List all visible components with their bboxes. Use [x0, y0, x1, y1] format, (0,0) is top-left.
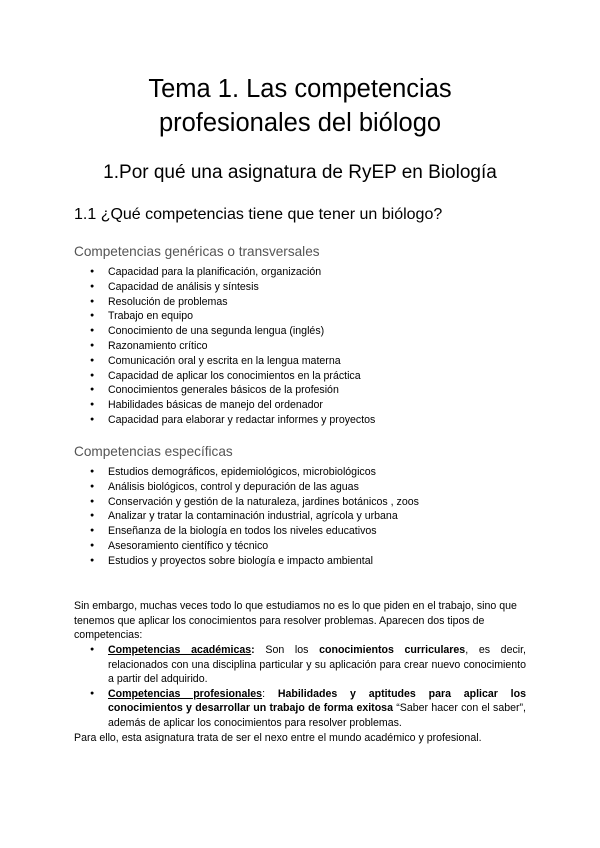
- professional-competencies-item: [90, 687, 526, 731]
- academic-competencies-item: [90, 643, 526, 687]
- subsection-heading: 1.1 ¿Qué competencias tiene que tener un biólogo?: [74, 206, 443, 223]
- list-item: ● Razonamiento crítico: [90, 339, 375, 354]
- competency-types-list: [90, 643, 526, 731]
- academic-term: Competencias académicas: [108, 644, 252, 656]
- list-item: ● Capacidad para la planificación, organización: [90, 265, 375, 280]
- section-heading: 1.Por qué una asignatura de RyEP en Biología: [103, 162, 497, 183]
- title-line-1: Tema 1. Las competencias: [148, 75, 452, 103]
- list-item: ● Capacidad de análisis y síntesis: [90, 280, 375, 295]
- specific-competencies-list: [90, 465, 419, 569]
- professional-sep: :: [262, 687, 278, 700]
- list-item: ● Análisis biológicos, control y depuración de las aguas: [90, 480, 419, 495]
- list-item: ● Estudios demográficos, epidemiológicos, microbiológicos: [90, 465, 419, 480]
- academic-text-b: , es decir, relacionados con una disciplina particular y su aplicación para crear nuevo conocimiento a partir del adquirido.: [108, 644, 526, 686]
- document-title: [0, 72, 600, 140]
- specific-competencies-heading: Competencias específicas: [74, 444, 233, 459]
- list-item: ● Resolución de problemas: [90, 295, 375, 310]
- closing-paragraph: Para ello, esta asignatura trata de ser el nexo entre el mundo académico y profesional.: [74, 732, 482, 744]
- academic-text-a: Son los: [254, 644, 320, 656]
- professional-bold: Habilidades y aptitudes para aplicar los conocimientos y desarrollar un trabajo de forma exitosa: [108, 687, 526, 715]
- list-item: ● Trabajo en equipo: [90, 309, 375, 324]
- generic-competencies-heading: Competencias genéricas o transversales: [74, 244, 320, 259]
- list-item: ● Conocimientos generales básicos de la profesión: [90, 383, 375, 398]
- list-item: ● Capacidad de aplicar los conocimientos en la práctica: [90, 369, 375, 384]
- academic-bold: conocimientos curriculares: [319, 644, 466, 656]
- list-item: ● Habilidades básicas de manejo del ordenador: [90, 398, 375, 413]
- list-item: ● Conservación y gestión de la naturaleza, jardines botánicos , zoos: [90, 495, 419, 510]
- list-item: ● Conocimiento de una segunda lengua (inglés): [90, 324, 375, 339]
- list-item: ● Comunicación oral y escrita en la lengua materna: [90, 354, 375, 369]
- list-item: ● Analizar y tratar la contaminación industrial, agrícola y urbana: [90, 509, 419, 524]
- generic-competencies-list: [90, 265, 375, 428]
- academic-sep: :: [251, 644, 255, 656]
- intro-paragraph: Sin embargo, muchas veces todo lo que estudiamos no es lo que piden en el trabajo, sino que tenemos que aplicar los conocimientos para resolver problemas. Aparecen dos tipos de competencias:: [74, 600, 517, 642]
- list-item: ● Estudios y proyectos sobre biología e impacto ambiental: [90, 554, 419, 569]
- list-item: ● Enseñanza de la biología en todos los niveles educativos: [90, 524, 419, 539]
- professional-text-b: “Saber hacer con el saber”, además de aplicar los conocimientos para resolver problemas.: [108, 702, 526, 729]
- professional-term: Competencias profesionales: [108, 687, 263, 700]
- list-item: ● Asesoramiento científico y técnico: [90, 539, 419, 554]
- list-item: ● Capacidad para elaborar y redactar informes y proyectos: [90, 413, 375, 428]
- title-line-2: profesionales del biólogo: [158, 109, 442, 137]
